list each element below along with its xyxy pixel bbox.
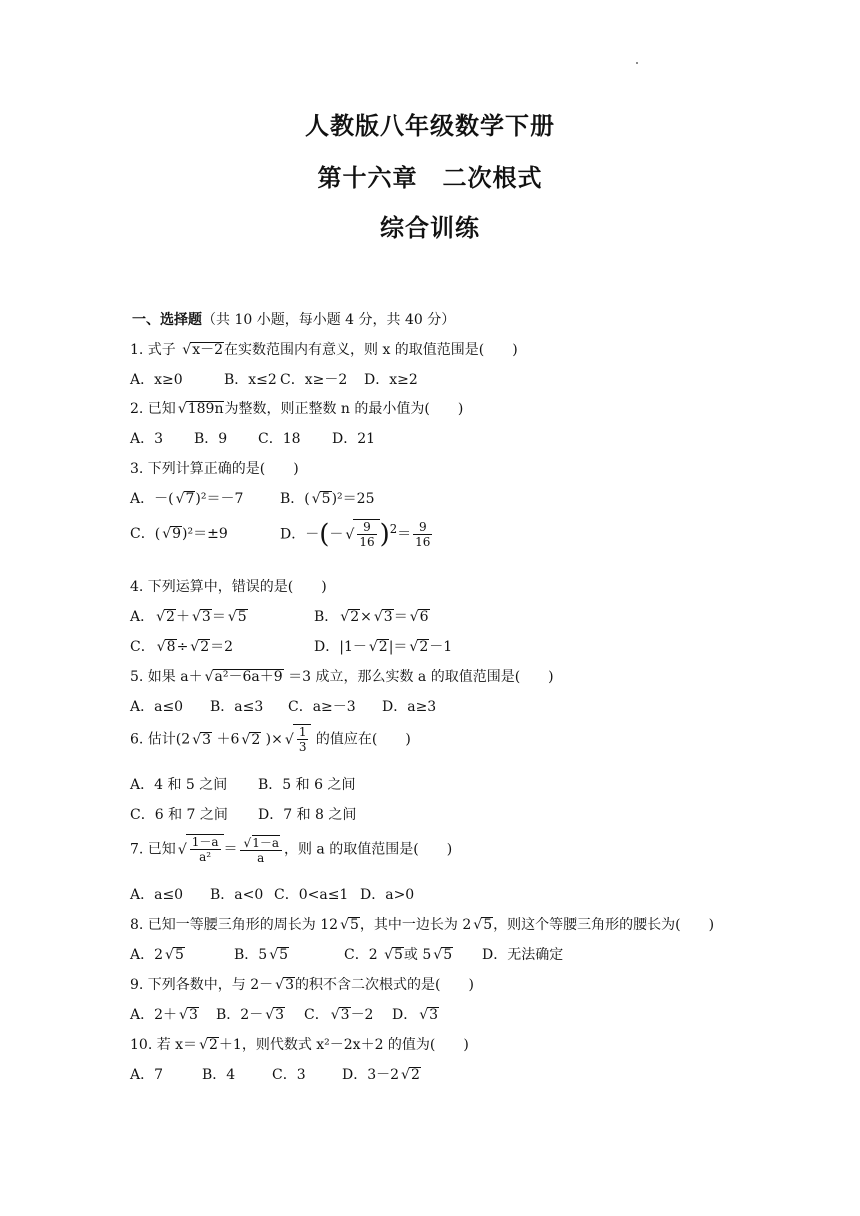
right-bracket: ) <box>379 519 390 550</box>
q4-option-a: A．√ 2＋√ 3＝√ 5 <box>130 607 314 627</box>
section-heading <box>132 309 455 329</box>
q10-option-b: B．4 <box>202 1067 236 1083</box>
q6-option-b: B．5 和 6 之间 <box>258 777 356 793</box>
q1-option-a: A．x≥0 <box>130 372 183 388</box>
q3-option-b: B．(√ 5)²＝25 <box>280 489 374 509</box>
q1-option-c: C．x≥－2 <box>280 372 348 388</box>
q2-option-c: C．18 <box>258 431 301 447</box>
q6-options-ab <box>130 775 355 795</box>
q5-radical: √ a²－6a＋9 <box>213 669 284 684</box>
q6-option-c: C．6 和 7 之间 <box>130 807 228 823</box>
section-label: 一、选择题 <box>132 312 202 328</box>
page-dot <box>636 62 638 64</box>
question-5: 5. 如果 a＋√ a²－6a＋9 ＝3 成立，那么实数 a 的取值范围是( ) <box>130 667 554 687</box>
q5-option-d: D．a≥3 <box>382 699 437 715</box>
q8-option-a: A．2√ 5 <box>130 945 234 965</box>
question-9: 9. 下列各数中，与 2－√ 3的积不含二次根式的是( ) <box>130 975 474 995</box>
q10-option-a: A．7 <box>130 1067 164 1083</box>
q9-option-b: B．2－√ 3 <box>216 1005 304 1025</box>
q1-radical: √ x－2 <box>190 342 224 357</box>
q6-option-a: A．4 和 5 之间 <box>130 777 228 793</box>
title-chapter: 第十六章 二次根式 <box>317 164 543 192</box>
q2-suffix: 为整数，则正整数 n 的最小值为( ) <box>224 401 464 417</box>
section-note: （共 10 小题，每小题 4 分，共 40 分） <box>202 312 456 328</box>
left-bracket: ( <box>319 519 330 550</box>
q7-option-c: C．0<a≤1 <box>274 887 349 903</box>
q3-option-c: C．(√ 9)²＝±9 <box>130 524 280 544</box>
q7-option-a: A．a≤0 <box>130 887 184 903</box>
q2-option-b: B．9 <box>194 431 228 447</box>
q2-prefix: 2. 已知 <box>130 401 176 417</box>
q1-options <box>130 370 418 390</box>
q4-options-ab <box>130 607 430 627</box>
q4-option-d: D．|1－√ 2|＝√ 2－1 <box>314 637 452 657</box>
title-textbook: 人教版八年级数学下册 <box>305 112 555 140</box>
question-7: 7. 已知 √ $\frac{1-a}{\text{a²}}$ ＝ √ $\frac{1-a}{a}$ ，则 a 的取值范围是( ) <box>130 834 452 878</box>
q9-option-c: C．√ 3－2 <box>304 1005 392 1025</box>
q4-options-cd <box>130 637 452 657</box>
q5-option-b: B．a≤3 <box>210 699 264 715</box>
q4-option-c: C．√ 8÷√ 2＝2 <box>130 637 314 657</box>
q1-option-b: B．x≤2 <box>224 372 277 388</box>
question-4: 4. 下列运算中，错误的是( ) <box>130 579 327 595</box>
title-subtitle: 综合训练 <box>380 214 480 242</box>
q9-option-d: D．√ 3 <box>392 1005 439 1025</box>
q2-radical: √ 189n <box>186 401 225 416</box>
question-6: 6. 估计(2√ 3 ＋6√ 2 )× √ $\frac{1}{3}$ 的值应在( ) <box>130 724 411 768</box>
q1-option-d: D．x≥2 <box>364 372 418 388</box>
question-2 <box>130 399 463 419</box>
q9-option-a: A．2＋√ 3 <box>130 1005 216 1025</box>
q1-prefix: 1. 式子 <box>130 342 181 358</box>
q5-options <box>130 697 436 717</box>
q10-option-c: C．3 <box>272 1067 306 1083</box>
q8-options <box>130 945 563 965</box>
q3-option-d: D．－(－ √ $\frac{9}{16}$ )$^2$＝ $\frac{9}{16}$ <box>280 519 434 549</box>
q7-option-b: B．a<0 <box>210 887 264 903</box>
q1-suffix: 在实数范围内有意义，则 x 的取值范围是( ) <box>224 342 518 358</box>
q8-option-c: C．2 √ 5或 5√ 5 <box>344 945 482 965</box>
q10-option-d: D．3－2√ 2 <box>342 1065 421 1085</box>
question-10: 10. 若 x＝√ 2＋1，则代数式 x²－2x＋2 的值为( ) <box>130 1035 469 1055</box>
q5-option-a: A．a≤0 <box>130 699 184 715</box>
q7-option-d: D．a>0 <box>360 887 415 903</box>
q3-options-cd <box>130 519 434 567</box>
question-1 <box>130 340 518 360</box>
q7-options <box>130 885 414 905</box>
q8-option-d: D．无法确定 <box>482 947 564 963</box>
q5-option-c: C．a≥－3 <box>288 699 356 715</box>
question-3: 3. 下列计算正确的是( ) <box>130 461 299 477</box>
q2-option-d: D．21 <box>332 431 376 447</box>
q4-option-b: B．√ 2×√ 3＝√ 6 <box>314 607 430 627</box>
q2-option-a: A．3 <box>130 431 164 447</box>
q6-option-d: D．7 和 8 之间 <box>258 807 357 823</box>
q3-option-a: A．－(√ 7)²＝－7 <box>130 489 280 509</box>
q8-option-b: B．5√ 5 <box>234 945 344 965</box>
q10-options <box>130 1065 421 1085</box>
q2-options <box>130 429 375 449</box>
question-8: 8. 已知一等腰三角形的周长为 12√ 5，其中一边长为 2√ 5，则这个等腰三角形的腰长为( ) <box>130 915 714 935</box>
q6-options-cd <box>130 805 356 825</box>
q3-options-ab <box>130 489 374 509</box>
q9-options <box>130 1005 439 1025</box>
